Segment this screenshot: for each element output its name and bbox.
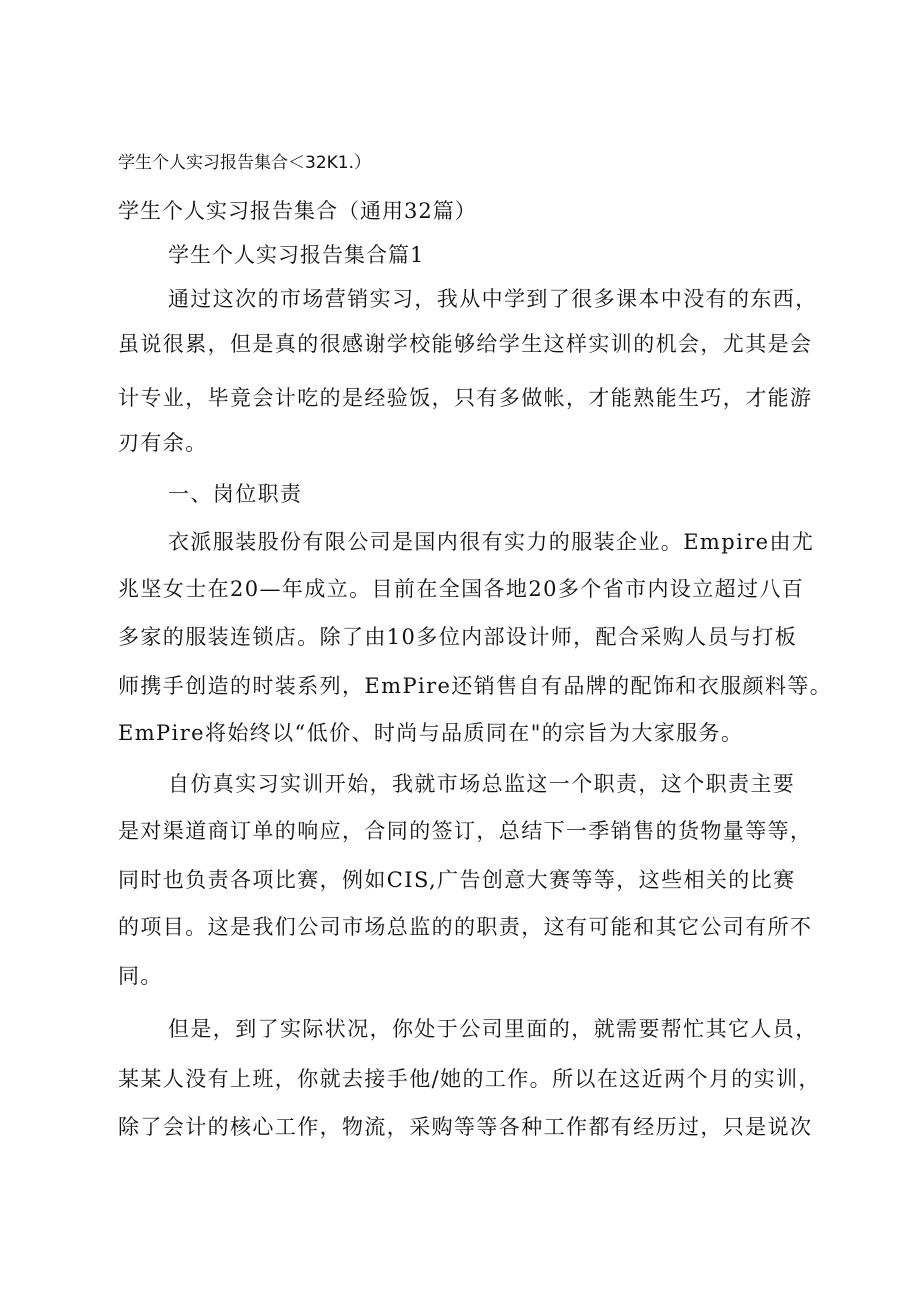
document-title: 学生个人实习报告集合（通用32篇） xyxy=(118,199,477,223)
section-title: 学生个人实习报告集合篇1 xyxy=(168,243,425,267)
paragraph-line: 是对渠道商订单的响应，合同的签订，总结下一季销售的货物量等等， xyxy=(118,819,813,843)
paragraph-line: 多家的服装连锁店。除了由10多位内部设计师，配合采购人员与打板 xyxy=(118,625,798,649)
paragraph-line: 兆坚女士在20—年成立。目前在全国各地20多个省市内设立超过八百 xyxy=(118,577,805,601)
paragraph-line: 虽说很累，但是真的很感谢学校能够给学生这样实训的机会，尤其是会 xyxy=(118,332,813,356)
paragraph-line: 同时也负责各项比赛，例如CIS,广告创意大赛等等，这些相关的比赛 xyxy=(118,868,796,892)
paragraph-line: 师携手创造的时装系列，EmPire还销售自有品牌的配饰和衣服颜料等。 xyxy=(118,674,833,698)
paragraph-line: 除了会计的核心工作，物流，采购等等各种工作都有经历过，只是说次 xyxy=(118,1115,813,1139)
paragraph-line: 衣派服装股份有限公司是国内很有实力的服装企业。Empire由尤 xyxy=(168,530,815,554)
paragraph-line: EmPire将始终以“低价、时尚与品质同在"的宗旨为大家服务。 xyxy=(118,721,744,745)
paragraph-line: 计专业，毕竟会计吃的是经验饭，只有多做帐，才能熟能生巧，才能游 xyxy=(118,386,813,410)
paragraph-line: 自仿真实习实训开始，我就市场总监这一个职责，这个职责主要 xyxy=(168,772,796,796)
document-header: 学生个人实习报告集合＜32K1.） xyxy=(118,153,371,173)
section-heading: 一、岗位职责 xyxy=(168,482,303,506)
paragraph-line: 通过这次的市场营销实习，我从中学到了很多课本中没有的东西， xyxy=(168,287,818,311)
paragraph-line: 的项目。这是我们公司市场总监的的职责，这有可能和其它公司有所不 xyxy=(118,915,813,939)
paragraph-line: 刃有余。 xyxy=(118,431,208,455)
paragraph-line: 同。 xyxy=(118,964,163,988)
paragraph-line: 某某人没有上班，你就去接手他/她的工作。所以在这近两个月的实训， xyxy=(118,1067,821,1091)
paragraph-line: 但是，到了实际状况，你处于公司里面的，就需要帮忙其它人员， xyxy=(168,1017,818,1041)
